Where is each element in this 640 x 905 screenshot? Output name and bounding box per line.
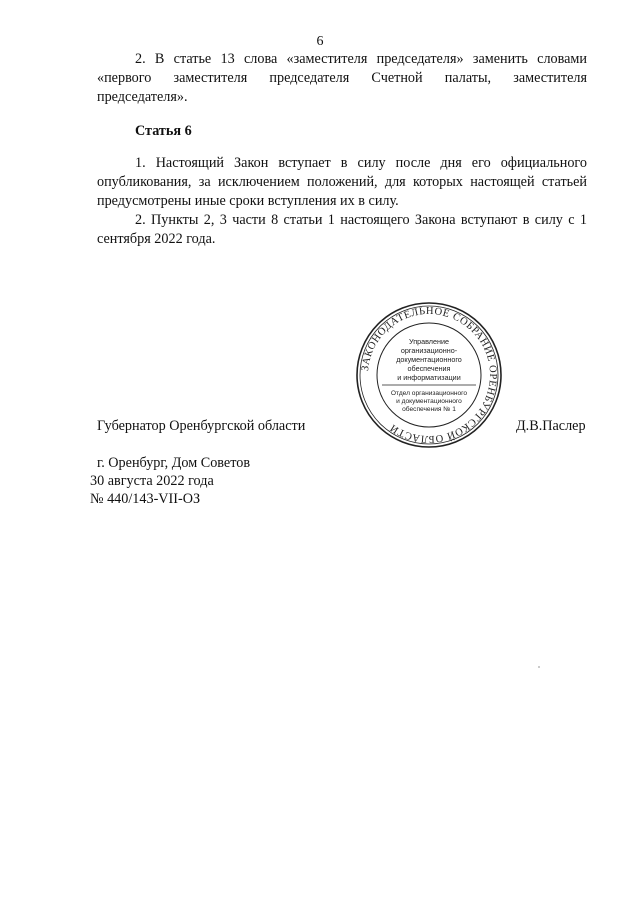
official-seal <box>354 300 504 450</box>
seal-inner-line: обеспечения <box>407 364 451 373</box>
seal-inner-line: Управление <box>409 337 449 346</box>
seal-outer-text: ЗАКОНОДАТЕЛЬНОЕ СОБРАНИЕ ОРЕНБУРГСКОЙ ОБЛАСТИ <box>360 305 499 445</box>
document-number: № 440/143-VII-ОЗ <box>90 491 201 507</box>
signing-place: г. Оренбург, Дом Советов <box>97 455 251 471</box>
seal-sub-line: и документационного <box>396 398 462 405</box>
article-heading: Статья 6 <box>135 123 192 139</box>
seal-sub-text <box>391 390 468 413</box>
seal-inner-line: организационно- <box>400 346 458 355</box>
signatory-position: Губернатор Оренбургской области <box>97 418 306 434</box>
signatory-name: Д.В.Паслер <box>516 418 586 434</box>
seal-inner-text <box>396 337 462 382</box>
scan-speck <box>538 666 540 668</box>
document-date: 30 августа 2022 года <box>90 473 214 489</box>
paragraph-entry-into-force: 1. Настоящий Закон вступает в силу после дня его официального опубликования, за исключением положений, для которых настоящей статьей предусмотрены иные сроки вступления их в силу. <box>97 155 587 209</box>
page-number: 6 <box>316 34 324 49</box>
seal-sub-line: обеспечения № 1 <box>402 406 456 413</box>
paragraph-points-effective-date: 2. Пункты 2, 3 части 8 статьи 1 настоящего Закона вступают в силу с 1 сентября 2022 года. <box>97 212 587 247</box>
seal-inner-line: и информатизации <box>397 373 461 382</box>
seal-inner-line: документационного <box>396 355 462 364</box>
paragraph-article-13-amendment: 2. В статье 13 слова «заместителя председателя» заменить словами «первого заместителя председателя Счетной палаты, заместителя председателя». <box>97 51 587 105</box>
seal-graphic <box>354 300 504 450</box>
seal-sub-line: Отдел организационного <box>390 390 468 397</box>
